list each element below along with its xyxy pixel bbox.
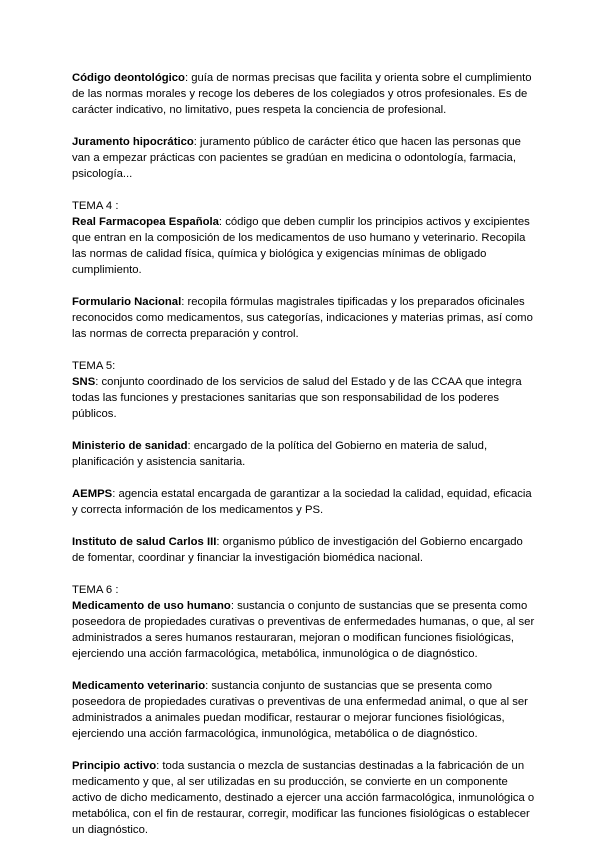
entry-definition: : encargado de la política del Gobierno en materia de salud, planificación y asistencia sanitaria. — [72, 440, 488, 468]
entry-definition: : agencia estatal encargada de garantizar a la sociedad la calidad, equidad, eficacia y correcta información de los medicamentos y PS. — [72, 488, 532, 516]
entry-definition: : organismo público de investigación del Gobierno encargado de fomentar, coordinar y financiar la investigación biomédica nacional. — [72, 536, 523, 564]
entry-instituto-carlos-iii — [72, 534, 538, 566]
entry-term: Ministerio de sanidad — [72, 440, 188, 452]
section-heading-tema5: TEMA 5: — [72, 360, 116, 372]
entry-definition: : código que deben cumplir los principios activos y excipientes que entran en la composición de los medicamentos de uso humano y veterinario. Recopila las normas de calidad física, química y biológica y exigencias mínimas de obligado cumplimiento. — [72, 216, 530, 276]
entry-term: SNS — [72, 376, 96, 388]
entry-definition: : juramento público de carácter ético que hacen las personas que van a empezar prácticas con pacientes se gradúan en medicina o odontología, farmacia, psicología... — [72, 136, 521, 180]
entry-term: Medicamento de uso humano — [72, 600, 231, 612]
entry-definition: : guía de normas precisas que facilita y orienta sobre el cumplimiento de las normas morales y recoge los deberes de los colegiados y otros profesionales. Es de carácter indicativo, no limitativo, pues respeta la conciencia de profesional. — [72, 72, 532, 116]
entry-term: Instituto de salud Carlos III — [72, 536, 217, 548]
entry-medicamento-uso-humano — [72, 598, 538, 662]
entry-term: Medicamento veterinario — [72, 680, 206, 692]
entry-definition: : toda sustancia o mezcla de sustancias destinadas a la fabricación de un medicamento y que, al ser utilizadas en su producción, se convierte en un componente activo de dicho medicamento, destinado a ejercer una acción farmacológica, inmunológica o metabólica, con el fin de restaurar, corregir, modificar las funciones fisiológicas o establecer un diagnóstico. — [72, 760, 535, 836]
entry-real-farmacopea — [72, 214, 538, 278]
entry-definition: : recopila fórmulas magistrales tipificadas y los preparados oficinales reconocidos como medicamentos, sus categorías, indicaciones y materias primas, así como las normas de correcta preparación y control. — [72, 296, 533, 340]
entry-term: Formulario Nacional — [72, 296, 182, 308]
entry-term: AEMPS — [72, 488, 113, 500]
entry-medicamento-veterinario — [72, 678, 538, 742]
entry-term: Real Farmacopea Española — [72, 216, 219, 228]
entry-term: Código deontológico — [72, 72, 185, 84]
entry-formulario-nacional — [72, 294, 538, 342]
entry-aemps — [72, 486, 538, 518]
entry-juramento-hipocratico — [72, 134, 538, 182]
entry-principio-activo — [72, 758, 538, 838]
entry-ministerio-sanidad — [72, 438, 538, 470]
entry-codigo-deontologico — [72, 70, 538, 118]
entry-definition: : sustancia conjunto de sustancias que se presenta como poseedora de propiedades curativas o preventivas de una enfermedad animal, o que al ser administrados a animales puedan modificar, restaurar o mejorar funciones fisiológicas, ejerciendo una acción farmacológica, inmunológica, metabólica o de diagnóstico. — [72, 680, 528, 740]
entry-definition: : sustancia o conjunto de sustancias que se presenta como poseedora de propiedades curativas o preventivas de enfermedades humanas, o que, al ser administrados a seres humanos restauraran, mejoran o modifican funciones fisiológicas, ejerciendo una acción farmacológica, metabólica, inmunológica o de diagnóstico. — [72, 600, 535, 660]
entry-definition: : conjunto coordinado de los servicios de salud del Estado y de las CCAA que integra todas las funciones y prestaciones sanitarias que son responsabilidad de los poderes públicos. — [72, 376, 522, 420]
entry-sns — [72, 374, 538, 422]
section-heading-tema6: TEMA 6 : — [72, 584, 119, 596]
section-heading-tema4: TEMA 4 : — [72, 200, 119, 212]
entry-term: Principio activo — [72, 760, 157, 772]
entry-term: Juramento hipocrático — [72, 136, 194, 148]
